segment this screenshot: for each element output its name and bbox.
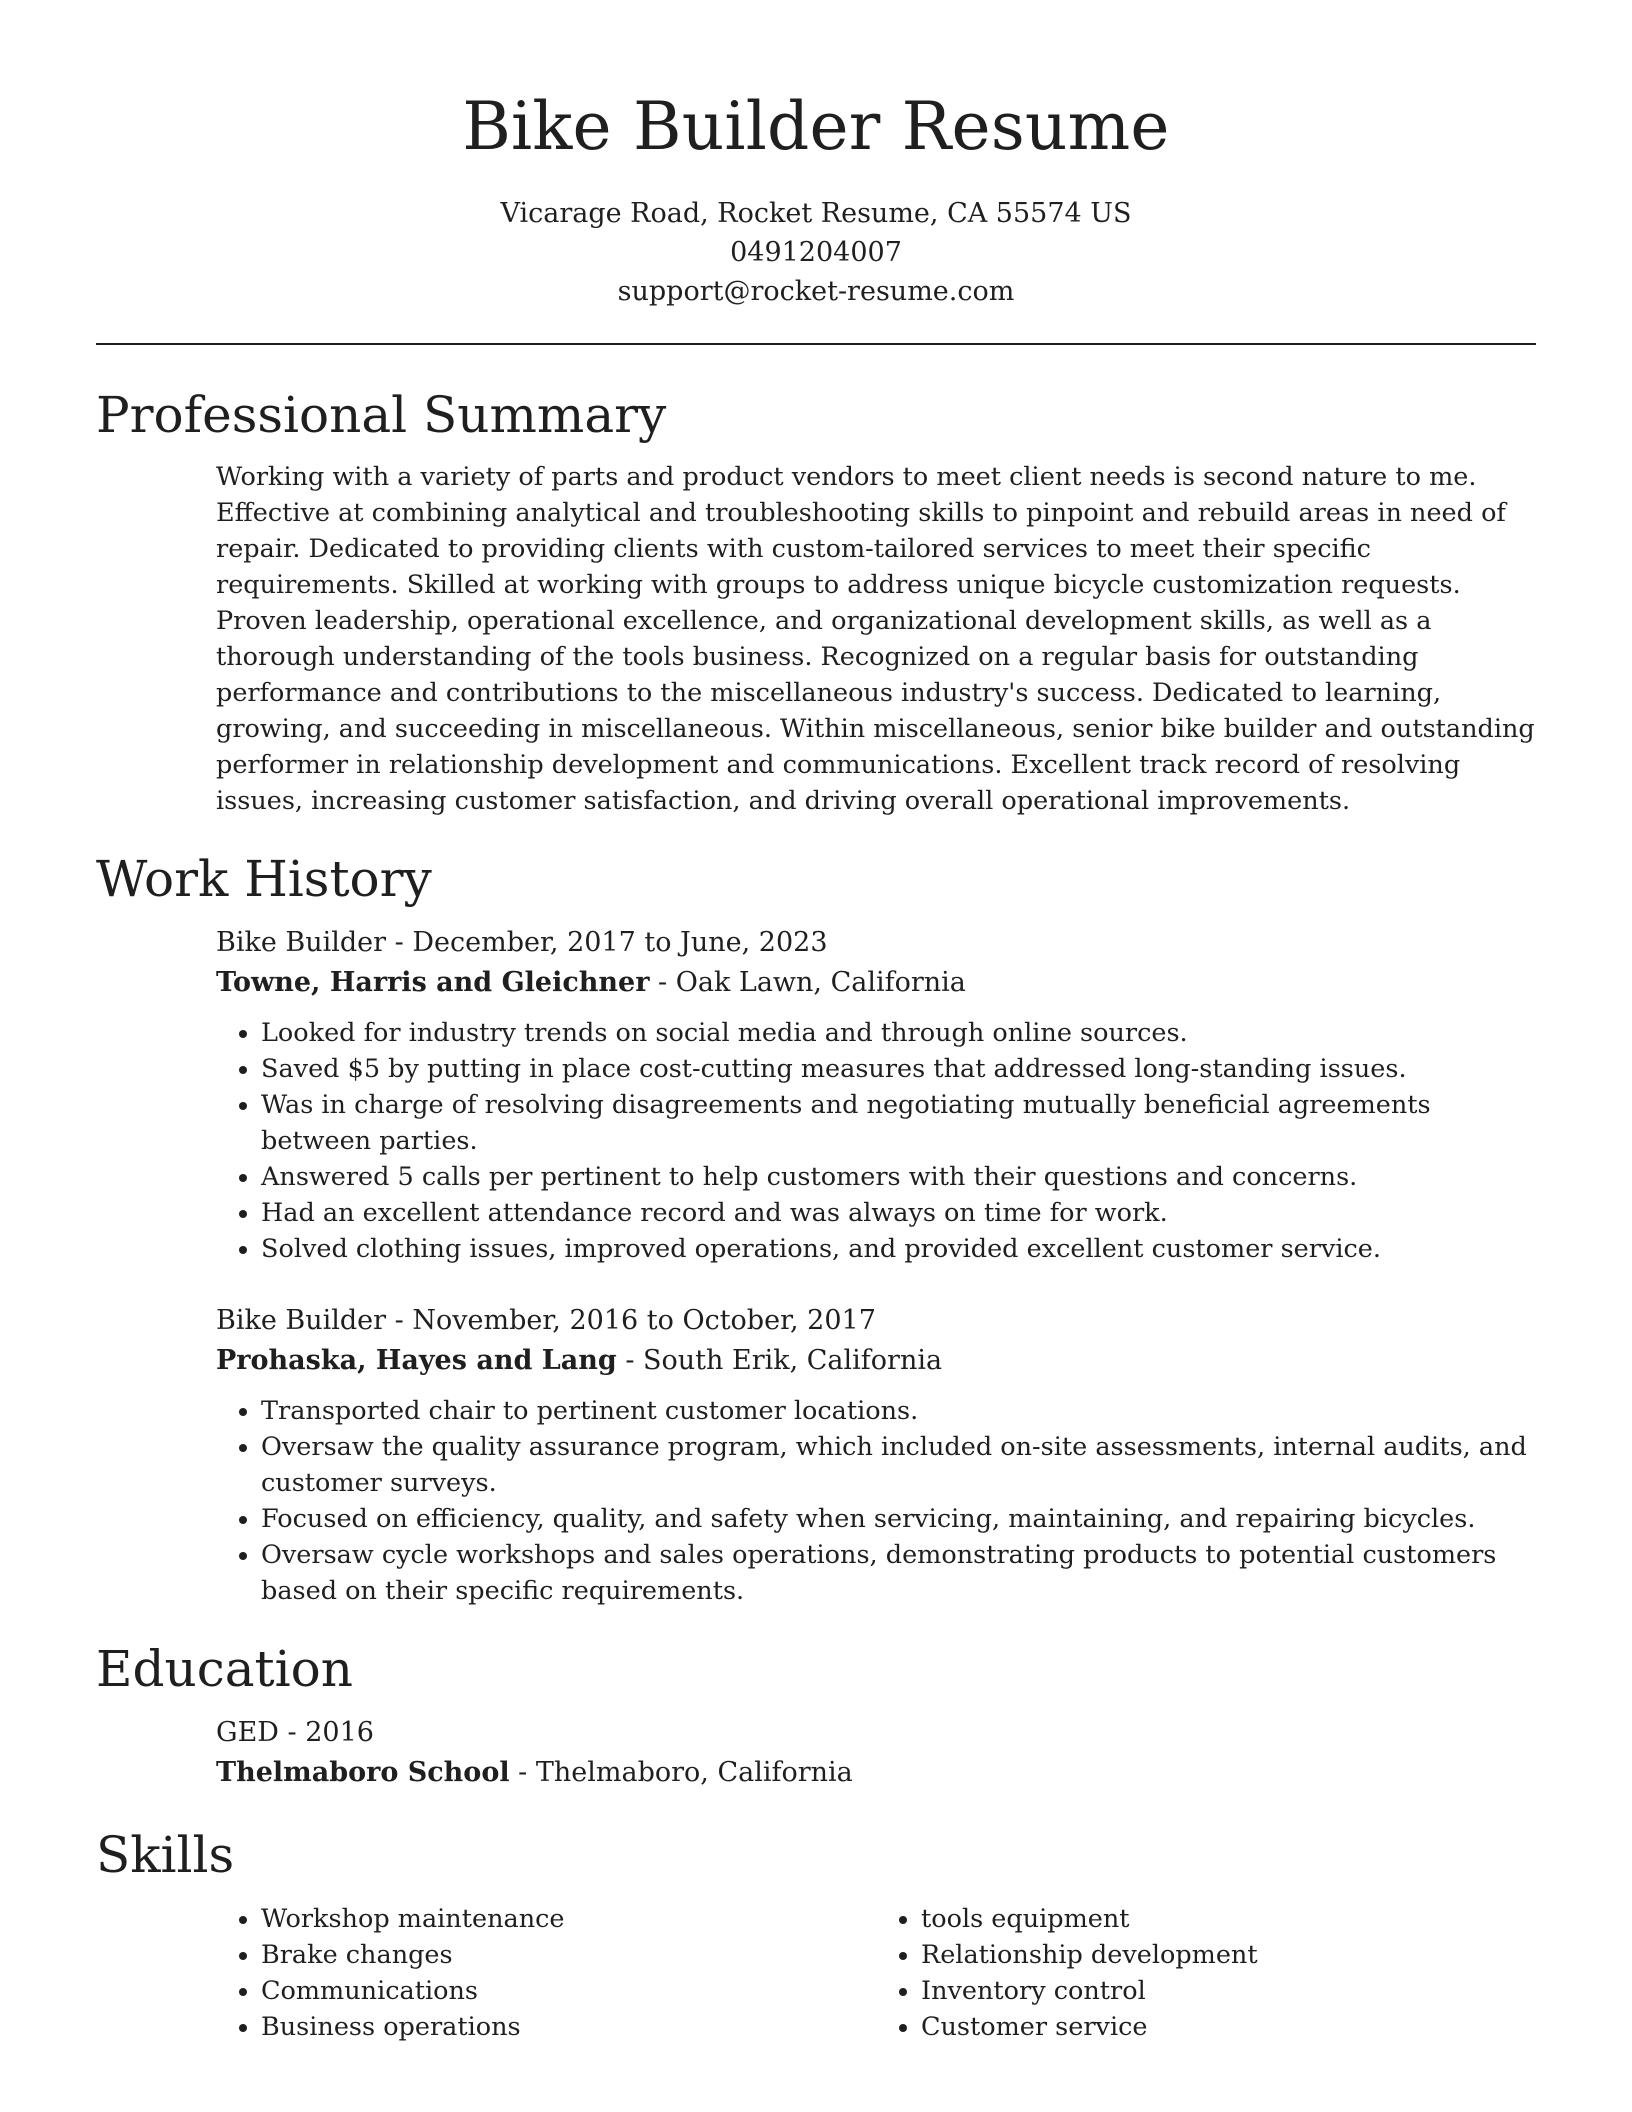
summary-text: Working with a variety of parts and product vendors to meet client needs is second nature to me. Effective at combining analytical and troubleshooting skills to pinpoint and rebuild areas in need of repair. Dedicated to providing clients with custom-tailored services to meet their specific requirements. Skilled at working with groups to address unique bicycle customization requests. Proven leadership, operational excellence, and organizational development skills, as well as a thorough understanding of the tools business. Recognized on a regular basis for outstanding performance and contributions to the miscellaneous industry's success. Dedicated to learning, growing, and succeeding in miscellaneous. Within miscellaneous, senior bike builder and outstanding performer in relationship development and communications. Excellent track record of resolving issues, increasing customer satisfaction, and driving overall operational improvements. (216, 462, 1535, 816)
resume-title: Bike Builder Resume (462, 88, 1170, 165)
skill-item: • Inventory control (921, 1973, 1536, 2009)
job-bullet: • Focused on efficiency, quality, and safety when servicing, maintaining, and repairing bicycles. (261, 1501, 1536, 1537)
company-separator: - (649, 967, 676, 998)
education-school-line (216, 1753, 1536, 1793)
contact-phone: 0491204007 (730, 237, 902, 268)
skill-item: • tools equipment (921, 1901, 1536, 1937)
job-company-line (216, 963, 1536, 1003)
skills-section (96, 1823, 1536, 2045)
title-separator: - (386, 1305, 413, 1336)
job-bullet: • Saved $5 by putting in place cost-cutting measures that addressed long-standing issues. (261, 1051, 1536, 1087)
summary-section (96, 383, 1536, 819)
education-year: 2016 (305, 1717, 374, 1748)
job-entry (216, 1301, 1536, 1609)
education-degree: GED (216, 1717, 279, 1748)
job-title-line (216, 923, 1536, 963)
skill-item: • Workshop maintenance (261, 1901, 876, 1937)
job-title-line (216, 1301, 1536, 1341)
skills-heading: Skills (96, 1826, 235, 1884)
job-entry (216, 923, 1536, 1267)
education-degree-line (216, 1713, 1536, 1753)
title-separator: - (386, 927, 413, 958)
contact-block (96, 194, 1536, 311)
job-dates: November, 2016 to October, 2017 (412, 1305, 876, 1336)
job-company-line (216, 1341, 1536, 1381)
job-bullet: • Answered 5 calls per pertinent to help customers with their questions and concerns. (261, 1159, 1536, 1195)
work-history-section (96, 847, 1536, 1609)
education-heading: Education (96, 1640, 353, 1698)
job-location: South Erik, California (643, 1345, 943, 1376)
job-company: Towne, Harris and Gleichner (216, 967, 650, 998)
skill-item: • Relationship development (921, 1937, 1536, 1973)
education-school: Thelmaboro School (216, 1757, 510, 1788)
job-bullet: • Oversaw cycle workshops and sales operations, demonstrating products to potential customers based on their specific requirements. (261, 1537, 1536, 1609)
skill-item: • Customer service (921, 2009, 1536, 2045)
company-separator: - (616, 1345, 644, 1376)
contact-address: Vicarage Road, Rocket Resume, CA 55574 US (500, 198, 1132, 229)
school-separator: - (509, 1757, 536, 1788)
education-body (216, 1713, 1536, 1793)
job-dates: December, 2017 to June, 2023 (412, 927, 828, 958)
job-bullet: • Looked for industry trends on social media and through online sources. (261, 1015, 1536, 1051)
job-role: Bike Builder (216, 1305, 387, 1336)
work-history-body (216, 923, 1536, 1609)
job-bullet: • Transported chair to pertinent customer locations. (261, 1393, 1536, 1429)
job-bullet: • Was in charge of resolving disagreements and negotiating mutually beneficial agreements between parties. (261, 1087, 1536, 1159)
resume-header (96, 0, 1536, 311)
skill-item: • Brake changes (261, 1937, 876, 1973)
summary-heading: Professional Summary (96, 386, 667, 444)
skills-column-left (216, 1901, 876, 2045)
contact-email: support@rocket-resume.com (617, 276, 1015, 307)
job-bullet: • Had an excellent attendance record and was always on time for work. (261, 1195, 1536, 1231)
skills-grid (216, 1901, 1536, 2045)
job-bullet: • Solved clothing issues, improved operations, and provided excellent customer service. (261, 1231, 1536, 1267)
job-company: Prohaska, Hayes and Lang (216, 1345, 617, 1376)
header-divider (96, 343, 1536, 345)
skill-item: • Business operations (261, 2009, 876, 2045)
job-bullets (216, 1393, 1536, 1609)
job-bullets (216, 1015, 1536, 1267)
work-history-heading: Work History (96, 850, 432, 908)
job-location: Oak Lawn, California (675, 967, 966, 998)
job-role: Bike Builder (216, 927, 387, 958)
education-section (96, 1637, 1536, 1793)
degree-separator: - (278, 1717, 306, 1748)
skill-item: • Communications (261, 1973, 876, 2009)
education-location: Thelmaboro, California (535, 1757, 853, 1788)
job-bullet: • Oversaw the quality assurance program, which included on-site assessments, internal audits, and customer surveys. (261, 1429, 1536, 1501)
skills-column-right (876, 1901, 1536, 2045)
